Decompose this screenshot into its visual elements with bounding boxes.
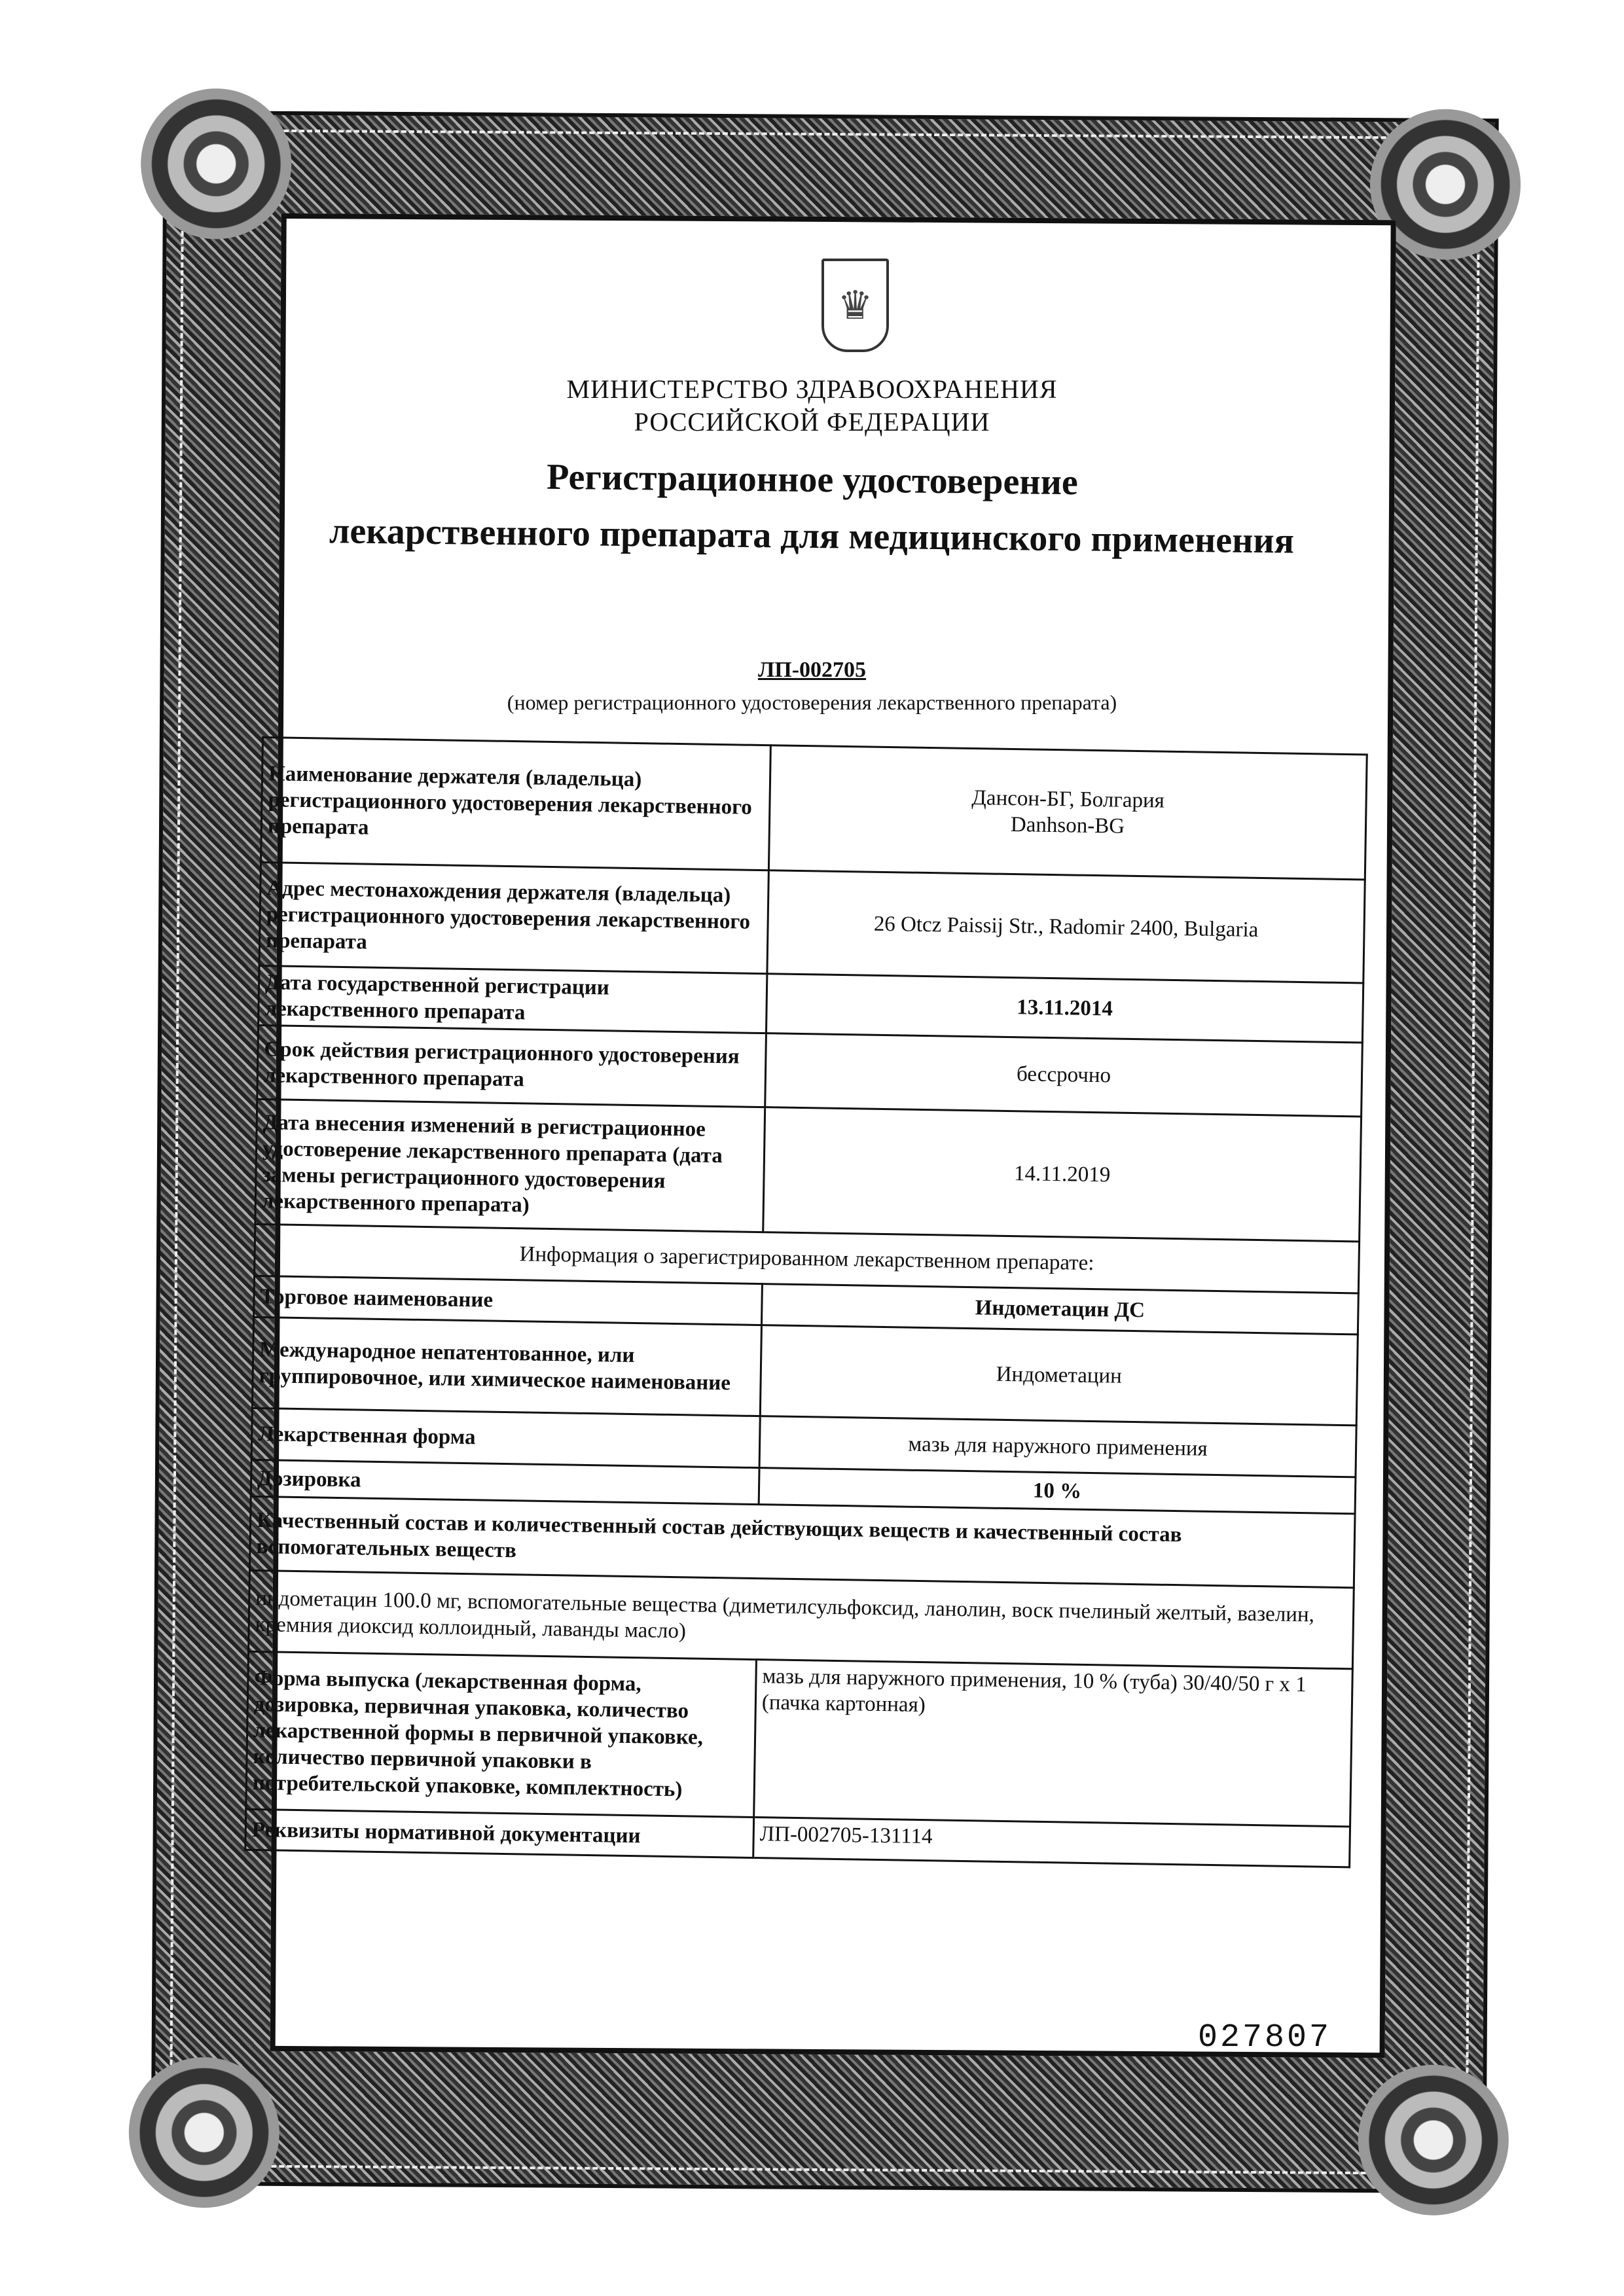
certificate-table [244, 736, 1368, 1868]
row-label: Форма выпуска (лекарственная форма, дозировка, первичная упаковка, количество лекарственной формы в первичной упаковке, количество первичной упаковки в потребительской упаковке, комплектность) [246, 1651, 757, 1817]
composition-label: Качественный состав и количественный состав действующих веществ и качественный состав вспомогательных веществ [249, 1496, 1355, 1587]
table-row [246, 1651, 1353, 1826]
table-row [255, 1099, 1362, 1241]
row-label: Наименование держателя (владельца) регистрационного удостоверения лекарственного препарата [261, 738, 770, 870]
corner-ornament [1358, 2064, 1509, 2215]
row-label: Адрес местонахождения держателя (владельца) регистрационного удостоверения лекарственного препарата [259, 862, 768, 973]
title-line-1: Регистрационное удостоверение [546, 456, 1079, 503]
ministry-name [0, 373, 1624, 439]
table-row [252, 1317, 1358, 1425]
corner-ornament [128, 2057, 280, 2208]
row-label: Дата государственной регистрации лекарственного препарата [259, 965, 767, 1033]
document-title [0, 443, 1624, 573]
ministry-line-2: РОССИЙСКОЙ ФЕДЕРАЦИИ [634, 407, 990, 437]
row-value: бессрочно [765, 1033, 1363, 1117]
row-label: Реквизиты нормативной документации [245, 1809, 754, 1857]
row-label: Международное непатентованное, или группировочное, или химическое наименование [252, 1317, 761, 1416]
row-value: Индометацин ДС [761, 1284, 1358, 1335]
coat-of-arms-emblem: ♛ [821, 259, 889, 352]
corner-ornament [141, 88, 292, 240]
row-label: Срок действия регистрационного удостоверения лекарственного препарата [257, 1025, 767, 1107]
serial-number: 027807 [1198, 2019, 1332, 2056]
row-value: мазь для наружного применения [759, 1416, 1356, 1477]
row-value: 13.11.2014 [766, 974, 1363, 1043]
composition-value: индометацин 100.0 мг, вспомогательные вещества (диметилсульфоксид, ланолин, воск пчелиный желтый, вазелин, кремния диоксид коллоидный, лаванды масло) [249, 1570, 1354, 1668]
row-value: Индометацин [760, 1325, 1358, 1426]
title-line-2: лекарственного препарата для медицинского применения [329, 511, 1295, 562]
row-value: мазь для наружного применения, 10 % (туба) 30/40/50 г х 1 (пачка картонная) [754, 1660, 1353, 1827]
row-value: 10 % [759, 1468, 1356, 1514]
table-row [261, 738, 1367, 880]
row-value: ЛП-002705-131114 [753, 1818, 1350, 1867]
registration-number-note: (номер регистрационного удостоверения лекарственного препарата) [507, 691, 1117, 714]
row-label: Торговое наименование [254, 1276, 763, 1325]
row-value: 14.11.2019 [763, 1107, 1362, 1242]
ministry-line-1: МИНИСТЕРСТВО ЗДРАВООХРАНЕНИЯ [566, 374, 1058, 404]
table-row [259, 862, 1365, 982]
registration-number: ЛП-002705 [757, 658, 867, 682]
info-section-header: Информация о зарегистрированном лекарственном препарате: [255, 1224, 1360, 1293]
row-label: Лекарственная форма [251, 1408, 760, 1467]
holder-name-ru: Дансон-БГ, Болгария [971, 786, 1165, 813]
row-value [768, 745, 1367, 880]
row-label: Дата внесения изменений в регистрационное удостоверение лекарственного препарата (дата замены регистрационного удостоверения лекарственного препарата) [255, 1099, 765, 1232]
row-value: 26 Otcz Paissij Str., Radomir 2400, Bulgaria [767, 870, 1365, 983]
row-label: Дозировка [251, 1460, 759, 1504]
holder-name-en: Danhson-BG [1010, 812, 1125, 838]
